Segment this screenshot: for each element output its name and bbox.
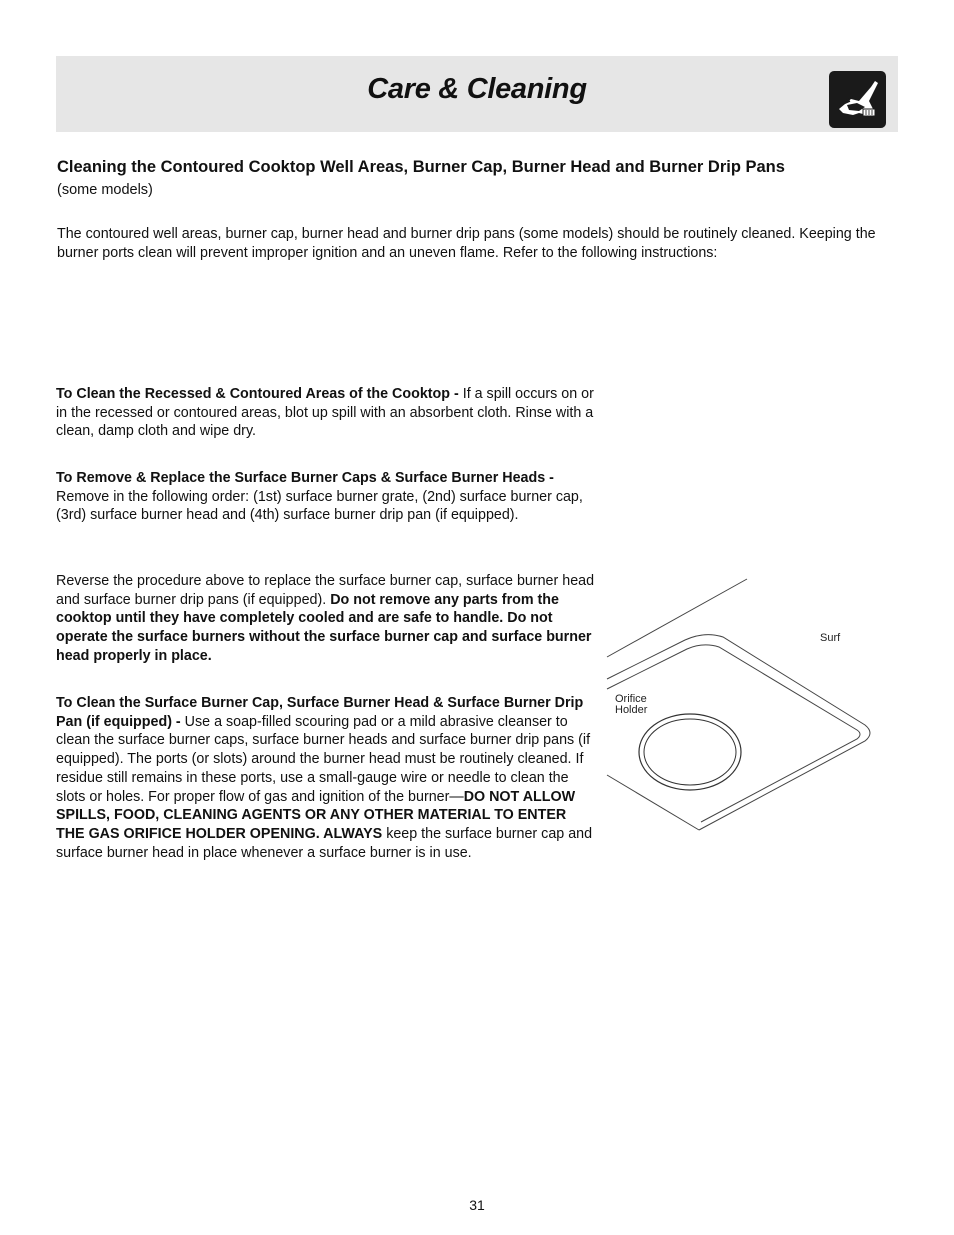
reverse-procedure-text: Reverse the procedure above to replace the surface burner cap, surface burner head and surface burner drip pans (if equipped). (56, 573, 595, 608)
page-number: 31 (469, 1197, 485, 1213)
remove-replace-text: Remove in the following order: (1st) surface burner grate, (2nd) surface burner cap, (3rd) surface burner head and (4th) surface burner drip pan (if equipped). (56, 488, 583, 524)
header-band (56, 56, 898, 132)
section-heading: Cleaning the Contoured Cooktop Well Areas, Burner Cap, Burner Head and Burner Drip Pans (57, 158, 785, 176)
remove-replace-heading: To Remove & Replace the Surface Burner Caps & Surface Burner Heads - (56, 470, 554, 486)
section-subheading: (some models) (57, 182, 153, 198)
reverse-procedure-paragraph (56, 572, 596, 666)
clean-burner-text-end: keep the surface burner cap and surface burner head in place whenever a surface burner is in use. (56, 825, 593, 861)
cleaning-hand-icon (829, 71, 886, 128)
clean-burner-text: Use a soap-filled scouring pad or a mild abrasive cleanser to clean the surface burner caps, surface burner heads and surface burner drip pans (if equipped). The ports (or slots) around the burner head must be routinely cleaned. If residue still remains in these ports, use a small-gauge wire or needle to clean the slots or holes. For proper flow of gas and ignition of the burner— (56, 713, 591, 805)
burner-well-diagram (605, 575, 875, 835)
recessed-areas-paragraph (56, 385, 596, 441)
clean-burner-paragraph (56, 694, 596, 862)
clean-burner-heading: To Clean the Surface Burner Cap, Surface Burner Head & Surface Burner Drip Pan (if equipped) - (56, 695, 584, 730)
recessed-areas-text: If a spill occurs on or in the recessed or contoured areas, blot up spill with an absorbent cloth. Rinse with a clean, damp cloth and wipe dry. (56, 386, 594, 440)
intro-paragraph: The contoured well areas, burner cap, burner head and burner drip pans (some models) should be routinely cleaned. Keeping the burner ports clean will prevent improper ignition and an uneven flame. Refer to the following instructions: (57, 226, 876, 261)
remove-replace-paragraph (56, 469, 596, 525)
reverse-procedure-warning: Do not remove any parts from the cooktop until they have completely cooled and are safe to handle. Do not operate the surface burners without the surface burner cap and surface burner head properly in place. (56, 591, 592, 664)
label-holder: Holder (615, 704, 648, 716)
label-orifice: Orifice (615, 693, 647, 705)
page-title: Care & Cleaning (367, 73, 587, 105)
label-surf: Surf (820, 632, 841, 644)
recessed-areas-heading: To Clean the Recessed & Contoured Areas of the Cooktop - (56, 386, 463, 402)
clean-burner-warning: DO NOT ALLOW SPILLS, FOOD, CLEANING AGENTS OR ANY OTHER MATERIAL TO ENTER THE GAS ORIFICE HOLDER OPENING. ALWAYS (56, 788, 576, 842)
